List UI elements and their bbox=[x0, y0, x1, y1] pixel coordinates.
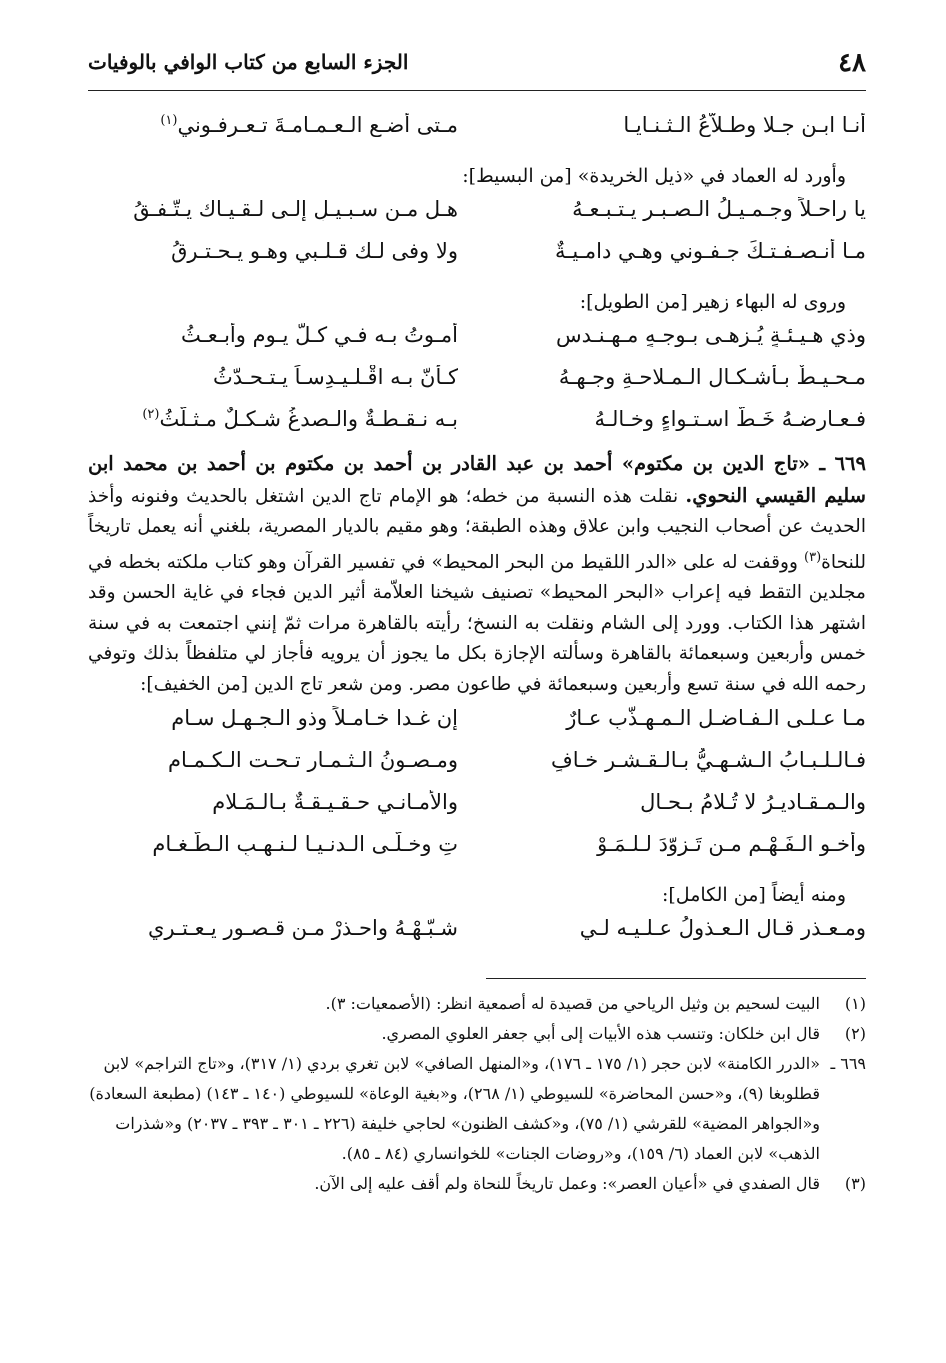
footnote-separator bbox=[486, 978, 866, 979]
verse-first-hemistich: مـا عـلـى الـفـاضـلِ الـمـهـذّبِ عـارٌ bbox=[566, 706, 866, 731]
verse-text: بـه نـقـطـةٌ والـصدغُ شـكـلٌ مـثـلّثُ bbox=[159, 407, 458, 431]
verse-second-hemistich: تِ وخـلّـى الـدنـيـا لـنـهـبِ الـطّـغـامِ bbox=[152, 832, 458, 857]
verse-text: مـتى أضـعِ الـعـمـامـةَ تـعـرفـوني bbox=[177, 113, 458, 137]
page-header bbox=[88, 40, 866, 91]
footnote-text: قال الصفدي في «أعيان العصر»: وعمل تاريخاً للنحاة ولم أقف عليه إلى الآن. bbox=[314, 1174, 820, 1194]
verse-first-hemistich: يا راحـلاً وجـمـيـلُ الـصـبـرِ يـتـبـعـهُ bbox=[572, 197, 866, 221]
footnote-text: قال ابن خلكان: وتنسب هذه الأبيات إلى أبي جعفر العلوي المصري. bbox=[381, 1024, 820, 1044]
footnote bbox=[88, 1019, 866, 1049]
verse-second-hemistich bbox=[88, 407, 458, 431]
verse-line bbox=[88, 748, 866, 790]
verse-first-hemistich: مـحـيـطٌ بـأشـكـالِ الـمـلاحـةِ وجـهـهُ bbox=[558, 365, 866, 389]
entry-text-continued: ووقفت له على «الدر اللقيط من البحر المحيط» في تفسير القرآن وهو كتاب ملكته بخطه في مجلدين التقط فيه إعراب «البحر المحيط» تصنيف شيخنا العلاّمة أثير الدين فجاء في غاية الحسن وقد اشتهر هذا الكتاب. وورد إلى الشام ونقلت به النسخ؛ رأيته بالقاهرة مرات ثمّ إنني اجتمعت به في سنة خمس وأربعين وسبعمائة بالقاهرة وسألته الإجازة بكل ما يجوز أن يرويه فأجاز لي متلفظاً بذلك وتوفي رحمه الله في سنة تسع وأربعين وسبعمائة في طاعون مصر. ومن شعر تاج الدين [من الخفيف]: bbox=[88, 551, 866, 695]
verse-line bbox=[88, 113, 866, 155]
verse-line bbox=[88, 239, 866, 281]
verse-introduction: ومنه أيضاً [من الكامل]: bbox=[661, 884, 846, 907]
verse-first-hemistich: فـالـلـبـابُ الـشـهـيُّ بـالـقـشـرِ خـافٍ bbox=[550, 748, 866, 773]
footnote-number: (١) bbox=[844, 994, 866, 1014]
footnote-reference: (٢) bbox=[142, 407, 160, 422]
verse-first-hemistich: وأخـو الـفَـهْـم مـن تَـزوّدَ لـلـمَـوْ bbox=[597, 832, 866, 857]
verse-first-hemistich: فـعـارضـهُ خَـطُّ اسـتـواءٍ وخـالـهُ bbox=[594, 407, 866, 431]
footnote-number: (٣) bbox=[844, 1174, 866, 1194]
verse-line bbox=[88, 832, 866, 874]
verse-second-hemistich: إن غـدا خـامـلاً وذو الـجـهـلِ سـامِ bbox=[171, 706, 458, 731]
biography-entry bbox=[88, 449, 866, 700]
verse-second-hemistich: كـأنّ بـه اقْـلـيـدِسـاً يـتـحـدّثُ bbox=[212, 365, 458, 389]
verse-line bbox=[88, 365, 866, 407]
footnote-text: «الدرر الكامنة» لابن حجر (١/ ١٧٥ ـ ١٧٦)، و«المنهل الصافي» لابن تغري بردي (١/ ٣١٧)، و«تاج التراجم» لابن قطلوبغا (٩)، و«حسن المحاضرة» للسيوطي (١/ ٢٦٨)، و«بغية الوعاة» للسيوطي (١٤٠ ـ ١٤٣) (مطبعة السعادة) و«الجواهر المضية» للقرشي (١/ ٧٥)، و«كشف الظنون» لحاجي خليفة (٢٢٦ ـ ٣٠١ ـ ٣٩٣ ـ ٢٠٣٧) و«شذرات الذهب» لابن العماد (٦/ ١٥٩)، و«روضات الجنات» للخوانساري (٨٤ ـ ٨٥). bbox=[89, 1054, 820, 1164]
footnote bbox=[88, 989, 866, 1019]
verse-introduction: وروى له البهاء زهير [من الطويل]: bbox=[579, 291, 846, 313]
verse-line bbox=[88, 790, 866, 832]
verse-second-hemistich: ومـصـونُ الـثـمـارِ تـحـت الـكـمـامِ bbox=[167, 748, 458, 773]
verse-second-hemistich: أمـوتُ بـه فـي كـلّ يـوم وأبـعـثُ bbox=[181, 323, 458, 347]
footnote bbox=[88, 1169, 866, 1199]
entry-heading: ٦٦٩ ـ «تاج الدين بن مكتوم» أحمد بن عبد القادر بن أحمد بن مكتوم بن أحمد بن محمد ابن سليم القيسي النحوي. bbox=[88, 452, 866, 507]
verse-line bbox=[88, 323, 866, 365]
verse-second-hemistich: شـبّـهْـهُ واحـذرْ مـن قـصـورٍ يـعـتـري bbox=[147, 916, 458, 941]
footnote bbox=[88, 1049, 866, 1169]
verse-first-hemistich: والـمـقـاديـرُ لا تُـلامُ بـحـالٍ bbox=[640, 790, 866, 815]
verse-line bbox=[88, 197, 866, 239]
verse-first-hemistich: ومـعـذرٍ قـال الـعـذولُ عـلـيـه لـي bbox=[579, 916, 866, 941]
footnote-number: ٦٦٩ ـ bbox=[830, 1054, 866, 1074]
footnote-reference: (٣) bbox=[804, 549, 822, 565]
verse-second-hemistich: هـل مـن سـبـيـلٍ إلـى لـقـيـاك يـتّـفـقُ bbox=[133, 197, 458, 221]
verse-line bbox=[88, 407, 866, 449]
verse-second-hemistich: ولا وفى لـك قـلـبي وهـو يـحـتـرقُ bbox=[171, 239, 458, 263]
entry-text: نقلت هذه النسبة من خطه؛ هو الإمام تاج الدين اشتغل بالحديث وفنونه وأخذ الحديث عن أصحاب النجيب وابن علاق وهذه الطبقة؛ وهو مقيم بالديار المصرية، بلغني أنه يعمل تاريخاً للنحاة bbox=[88, 485, 866, 573]
page-number: ٤٨ bbox=[838, 48, 866, 78]
footnote-number: (٢) bbox=[844, 1024, 866, 1044]
footnotes bbox=[88, 989, 866, 1199]
verse-second-hemistich bbox=[88, 113, 458, 137]
page bbox=[88, 40, 866, 1340]
footnote-reference: (١) bbox=[160, 113, 178, 128]
verse-second-hemistich: والأمـانـي حـقـيـقـةٌ بـالـمَـلامِ bbox=[212, 790, 458, 815]
verse-line bbox=[88, 916, 866, 958]
verse-introduction: وأورد له العماد في «ذيل الخريدة» [من البسيط]: bbox=[462, 165, 846, 187]
verse-first-hemistich: وذي هـيـئـةٍ يُـزهـى بـوجـهٍ مـهـنـدسٍ bbox=[555, 323, 866, 347]
verse-first-hemistich: أنـا ابـن جـلا وطـلاَّعُ الـثـنـايـا bbox=[623, 113, 866, 137]
footnote-text: البيت لسحيم بن وثيل الرياحي من قصيدة له أصمعية انظر: (الأصمعيات: ٣). bbox=[325, 994, 820, 1014]
verse-line bbox=[88, 706, 866, 748]
verse-first-hemistich: مـا أنـصـفـتـكَ جـفـوني وهـي دامـيـةٌ bbox=[555, 239, 866, 263]
running-title: الجزء السابع من كتاب الوافي بالوفيات bbox=[88, 50, 409, 74]
